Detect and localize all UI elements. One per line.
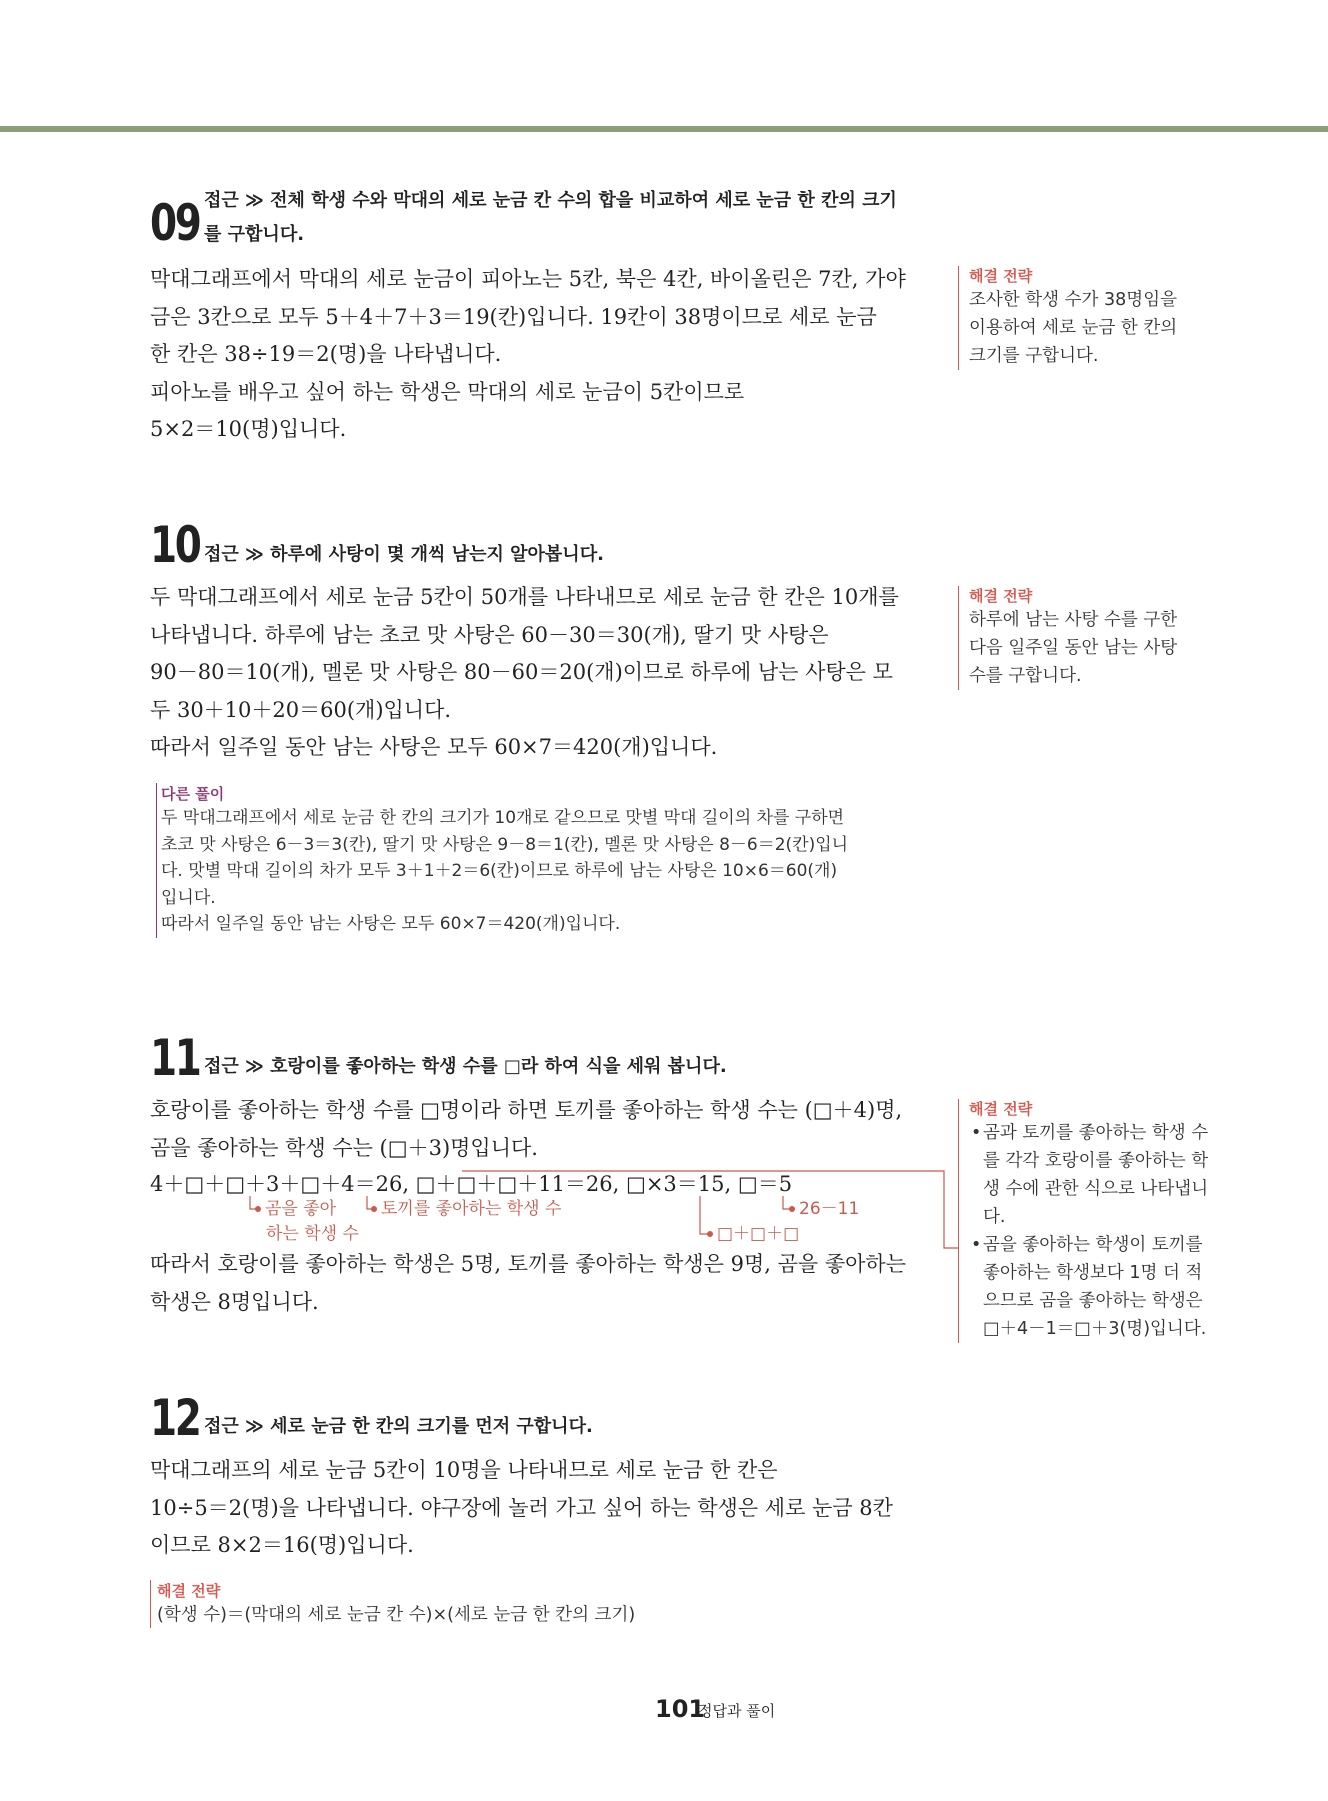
- solution-line: 따라서 호랑이를 좋아하는 학생은 5명, 토끼를 좋아하는 학생은 9명, 곰을 좋아하는: [150, 1252, 906, 1276]
- approach-09-line2: 를 구합니다.: [204, 224, 305, 245]
- approach-12: 접근 ≫ 세로 눈금 한 칸의 크기를 먼저 구합니다.: [204, 1416, 593, 1437]
- strategy-box-11: [958, 1099, 1214, 1343]
- annotation-sum: [707, 1223, 799, 1245]
- alternative-line: 두 막대그래프에서 세로 눈금 한 칸의 크기가 10개로 같으므로 맛별 막대 길이의 차를 구하면: [161, 808, 845, 828]
- solution-line: 금은 3칸으로 모두 5＋4＋7＋3＝19(칸)입니다. 19칸이 38명이므로 세로 눈금: [150, 304, 877, 329]
- solution-line: 한 칸은 38÷19＝2(명)을 나타냅니다.: [150, 342, 502, 366]
- strategy-bullet: • 곰과 토끼를 좋아하는 학생 수를 각각 호랑이를 좋아하는 학생 수에 관한 식으로 나타냅니다.: [969, 1119, 1214, 1231]
- annotation-text: 토끼를 좋아하는 학생 수: [381, 1199, 562, 1219]
- alternative-tag: 다른 풀이: [161, 785, 225, 803]
- alternative-line: 따라서 일주일 동안 남는 사탕은 모두 60×7＝420(개)입니다.: [161, 914, 621, 934]
- solution-line: 두 30＋10＋20＝60(개)입니다.: [150, 697, 452, 722]
- equation-11: 4＋□＋□＋3＋□＋4＝26, □＋□＋□＋11＝26, □×3＝15, □＝5: [150, 1172, 793, 1196]
- solution-line: 이므로 8×2＝16(명)입니다.: [150, 1533, 414, 1557]
- strategy-line: 수를 구합니다.: [969, 666, 1082, 686]
- solution-line: 막대그래프의 세로 눈금 5칸이 10명을 나타내므로 세로 눈금 한 칸은: [150, 1458, 778, 1482]
- approach-09-line1: 접근 ≫ 전체 학생 수와 막대의 세로 눈금 칸 수의 합을 비교하여 세로 눈금 한 칸의 크기: [204, 190, 897, 211]
- strategy-bullet: • 곰을 좋아하는 학생이 토끼를 좋아하는 학생보다 1명 더 적으므로 곰을 좋아하는 학생은 □＋4－1＝□＋3(명)입니다.: [969, 1231, 1214, 1343]
- annotation-rabbit: [371, 1198, 561, 1220]
- approach-10: 접근 ≫ 하루에 사탕이 몇 개씩 남는지 알아봅니다.: [204, 544, 604, 565]
- approach-11: 접근 ≫ 호랑이를 좋아하는 학생 수를 □라 하여 식을 세워 봅니다.: [204, 1056, 727, 1077]
- annotation-calc: [789, 1198, 859, 1220]
- strategy-line: (학생 수)＝(막대의 세로 눈금 칸 수)×(세로 눈금 한 칸의 크기): [157, 1605, 636, 1625]
- strategy-line: 하루에 남는 사탕 수를 구한: [969, 610, 1178, 630]
- solution-line: 나타냅니다. 하루에 남는 초코 맛 사탕은 60－30＝30(개), 딸기 맛 사탕은: [150, 622, 829, 647]
- strategy-box-12: [150, 1580, 635, 1628]
- solution-line: 곰을 좋아하는 학생 수는 (□＋3)명입니다.: [150, 1135, 538, 1160]
- annotation-text: 26－11: [799, 1199, 860, 1219]
- page-number: 101: [655, 1695, 706, 1723]
- problem-number-12: 12: [150, 1389, 200, 1447]
- annotation-bear-line1: [255, 1198, 336, 1220]
- strategy-line: 다음 일주일 동안 남는 사탕: [969, 638, 1178, 658]
- solution-line: 두 막대그래프에서 세로 눈금 5칸이 50개를 나타내므로 세로 눈금 한 칸은 10개를: [150, 585, 899, 609]
- solution-12: [150, 1452, 893, 1565]
- solution-line: 학생은 8명입니다.: [150, 1289, 319, 1314]
- bullet-dot: [707, 1231, 713, 1237]
- page-label: 정답과 풀이: [698, 1702, 776, 1720]
- bullet-dot: [255, 1206, 261, 1212]
- strategy-line: 조사한 학생 수가 38명임을: [969, 290, 1178, 310]
- bullet-dot: [789, 1206, 795, 1212]
- solution-11-bottom: [150, 1246, 906, 1321]
- annotation-text: 곰을 좋아: [265, 1199, 337, 1219]
- solution-line: 따라서 일주일 동안 남는 사탕은 모두 60×7＝420(개)입니다.: [150, 735, 718, 759]
- strategy-line: 크기를 구합니다.: [969, 346, 1099, 366]
- problem-number-09: 09: [150, 194, 200, 252]
- solution-line: 피아노를 배우고 싶어 하는 학생은 막대의 세로 눈금이 5칸이므로: [150, 379, 745, 404]
- solution-line: 호랑이를 좋아하는 학생 수를 □명이라 하면 토끼를 좋아하는 학생 수는 (□＋4)명,: [150, 1098, 903, 1122]
- solution-line: 90－80＝10(개), 멜론 맛 사탕은 80－60＝20(개)이므로 하루에 남는 사탕은 모: [150, 660, 893, 684]
- strategy-tag: 해결 전략: [969, 587, 1033, 605]
- alternative-line: 입니다.: [161, 887, 216, 908]
- bullet-dot: [371, 1206, 377, 1212]
- annotation-text: □＋□＋□: [717, 1224, 800, 1244]
- solution-line: 막대그래프에서 막대의 세로 눈금이 피아노는 5칸, 북은 4칸, 바이올린은 7칸, 가야: [150, 267, 906, 291]
- strategy-tag: 해결 전략: [969, 1100, 1033, 1118]
- alternative-line: 다. 맛별 막대 길이의 차가 모두 3＋1＋2＝6(칸)이므로 하루에 남는 사탕은 10×6＝60(개): [161, 861, 838, 881]
- alternative-line: 초코 맛 사탕은 6－3＝3(칸), 딸기 맛 사탕은 9－8＝1(칸), 멜론 맛 사탕은 8－6＝2(칸)입니: [161, 834, 849, 855]
- strategy-tag: 해결 전략: [157, 1582, 221, 1600]
- solution-line: 10÷5＝2(명)을 나타냅니다. 야구장에 놀러 가고 싶어 하는 학생은 세로 눈금 8칸: [150, 1495, 893, 1520]
- strategy-line: 이용하여 세로 눈금 한 칸의: [969, 318, 1178, 338]
- problem-number-10: 10: [150, 516, 200, 574]
- solution-line: 5×2＝10(명)입니다.: [150, 417, 347, 441]
- problem-number-11: 11: [150, 1029, 200, 1087]
- strategy-list: [969, 1119, 1214, 1343]
- annotation-bear-line2: 하는 학생 수: [266, 1224, 359, 1244]
- strategy-tag: 해결 전략: [969, 267, 1033, 285]
